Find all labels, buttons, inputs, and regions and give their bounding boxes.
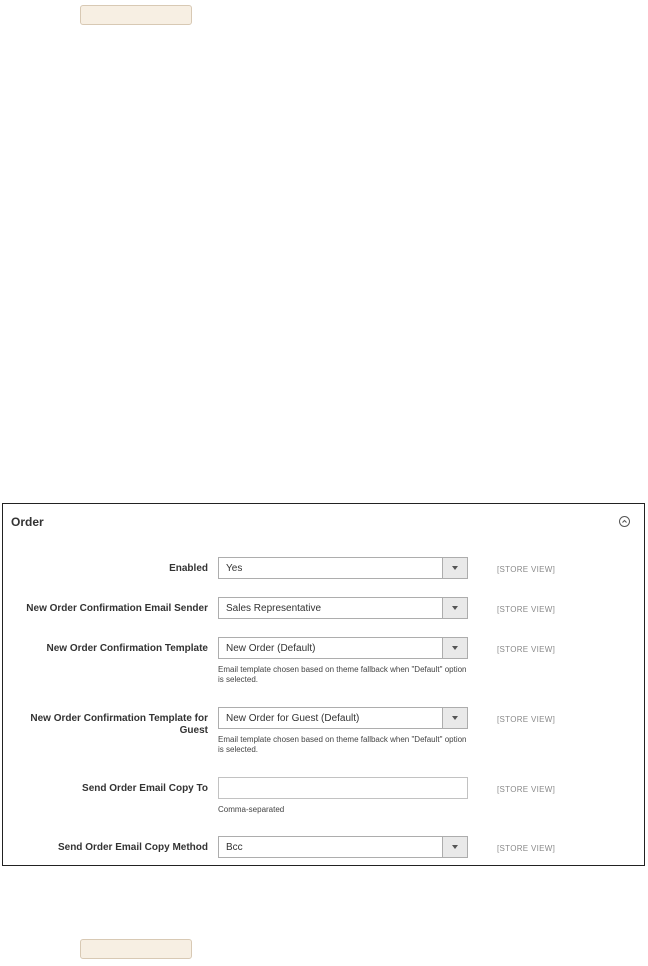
field-label-guest-template xyxy=(8,713,208,737)
scope-label: [STORE VIEW] xyxy=(497,844,556,853)
field-note: Email template chosen based on theme fallback when "Default" option is selected. xyxy=(218,665,467,684)
copy-method-select[interactable] xyxy=(218,836,468,858)
guest-template-select-value: New Order for Guest (Default) xyxy=(226,713,360,724)
scope-label: [STORE VIEW] xyxy=(497,645,556,654)
field-label-guest-line2: Guest xyxy=(179,725,208,736)
section-title: Order xyxy=(11,515,44,529)
dropdown-arrow-icon[interactable] xyxy=(442,558,467,578)
confirmation-template-select-value: New Order (Default) xyxy=(226,643,316,654)
field-label-confirmation-template: New Order Confirmation Template xyxy=(46,643,208,654)
field-label-email-sender: New Order Confirmation Email Sender xyxy=(26,603,208,614)
scope-label: [STORE VIEW] xyxy=(497,715,556,724)
field-label-guest-line1: New Order Confirmation Template for xyxy=(30,713,208,724)
enabled-select-value: Yes xyxy=(226,563,243,574)
dropdown-arrow-icon[interactable] xyxy=(442,598,467,618)
copy-to-input[interactable] xyxy=(218,777,468,799)
order-section-panel xyxy=(2,503,645,866)
email-sender-select-value: Sales Representative xyxy=(226,603,322,614)
confirmation-template-select[interactable] xyxy=(218,637,468,659)
field-note: Email template chosen based on theme fallback when "Default" option is selected. xyxy=(218,735,467,754)
dropdown-arrow-icon[interactable] xyxy=(442,638,467,658)
email-sender-select[interactable] xyxy=(218,597,468,619)
field-note: Comma-separated xyxy=(218,805,285,814)
bottom-action-button[interactable] xyxy=(80,939,192,959)
scope-label: [STORE VIEW] xyxy=(497,785,556,794)
guest-template-select[interactable] xyxy=(218,707,468,729)
collapse-up-icon[interactable] xyxy=(619,516,630,527)
copy-method-select-value: Bcc xyxy=(226,842,243,853)
top-action-button[interactable] xyxy=(80,5,192,25)
field-label-enabled: Enabled xyxy=(169,563,208,574)
field-label-copy-method: Send Order Email Copy Method xyxy=(57,842,208,853)
dropdown-arrow-icon[interactable] xyxy=(442,708,467,728)
scope-label: [STORE VIEW] xyxy=(497,605,556,614)
dropdown-arrow-icon[interactable] xyxy=(442,837,467,857)
enabled-select[interactable] xyxy=(218,557,468,579)
scope-label: [STORE VIEW] xyxy=(497,565,556,574)
field-label-copy-to: Send Order Email Copy To xyxy=(82,783,208,794)
